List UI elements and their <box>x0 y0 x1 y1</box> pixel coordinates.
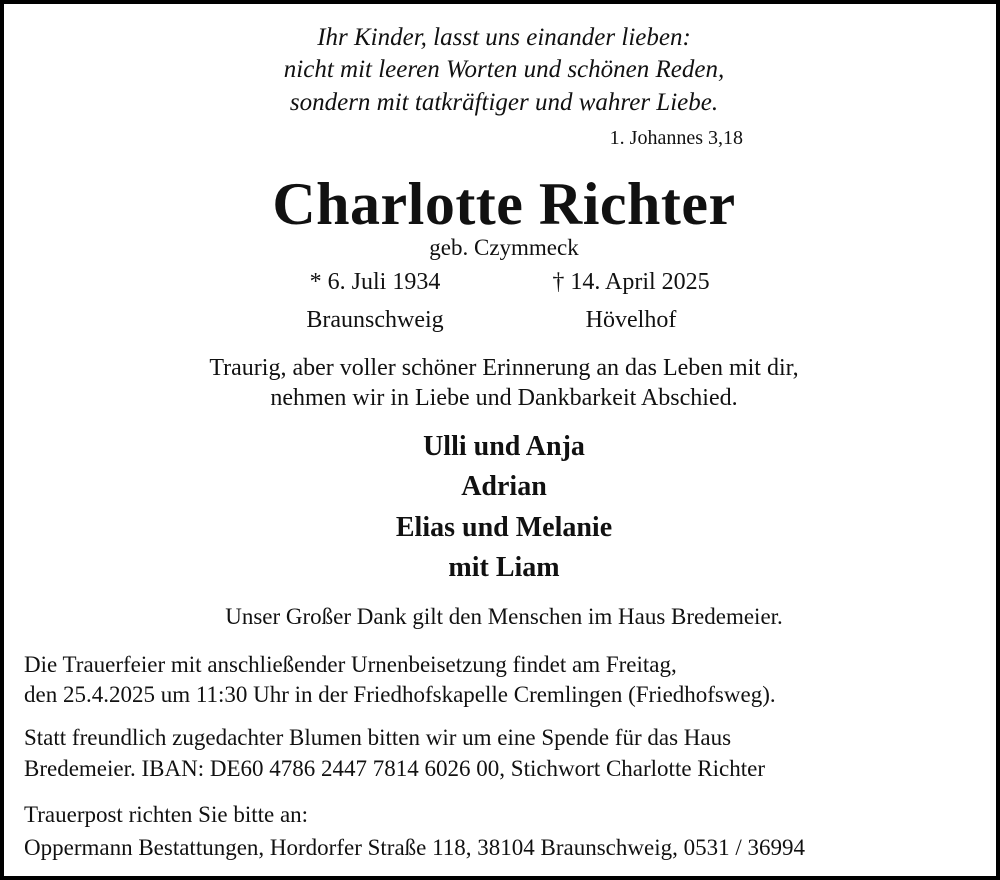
birth-date: * 6. Juli 1934 <box>309 269 441 295</box>
family-member-2: Adrian <box>461 471 547 502</box>
donation-line-2: Bredemeier. IBAN: DE60 4786 2447 7814 6026 00, Stichwort Charlotte Richter <box>24 756 765 781</box>
bible-quote-line-1: Ihr Kinder, lasst uns einander lieben: <box>317 24 691 51</box>
bible-quote-source: 1. Johannes 3,18 <box>609 127 743 149</box>
bible-quote-line-2: nicht mit leeren Worten und schönen Reden, <box>283 56 725 83</box>
mail-line-1: Trauerpost richten Sie bitte an: <box>24 802 309 827</box>
family-member-4: mit Liam <box>448 552 560 583</box>
ceremony-line-1: Die Trauerfeier mit anschließender Urnenbeisetzung findet am Freitag, <box>24 652 677 677</box>
tribute-line-1: Traurig, aber voller schöner Erinnerung an das Leben mit dir, <box>209 355 799 381</box>
family-member-1: Ulli und Anja <box>423 431 585 462</box>
thanks-line: Unser Großer Dank gilt den Menschen im Haus Bredemeier. <box>225 604 783 629</box>
donation-line-1: Statt freundlich zugedachter Blumen bitten wir um eine Spende für das Haus <box>24 725 732 750</box>
death-date: † 14. April 2025 <box>552 269 710 295</box>
death-place: Hövelhof <box>585 307 677 333</box>
maiden-name: geb. Czymmeck <box>429 235 579 260</box>
deceased-name: Charlotte Richter <box>272 171 736 237</box>
birth-place: Braunschweig <box>306 307 444 333</box>
bible-quote-line-3: sondern mit tatkräftiger und wahrer Liebe. <box>289 89 719 116</box>
ceremony-line-2: den 25.4.2025 um 11:30 Uhr in der Friedhofskapelle Cremlingen (Friedhofsweg). <box>24 682 776 707</box>
tribute-line-2: nehmen wir in Liebe und Dankbarkeit Abschied. <box>270 385 738 411</box>
family-member-3: Elias und Melanie <box>395 512 613 543</box>
mail-line-2: Oppermann Bestattungen, Hordorfer Straße 118, 38104 Braunschweig, 0531 / 36994 <box>24 835 805 860</box>
